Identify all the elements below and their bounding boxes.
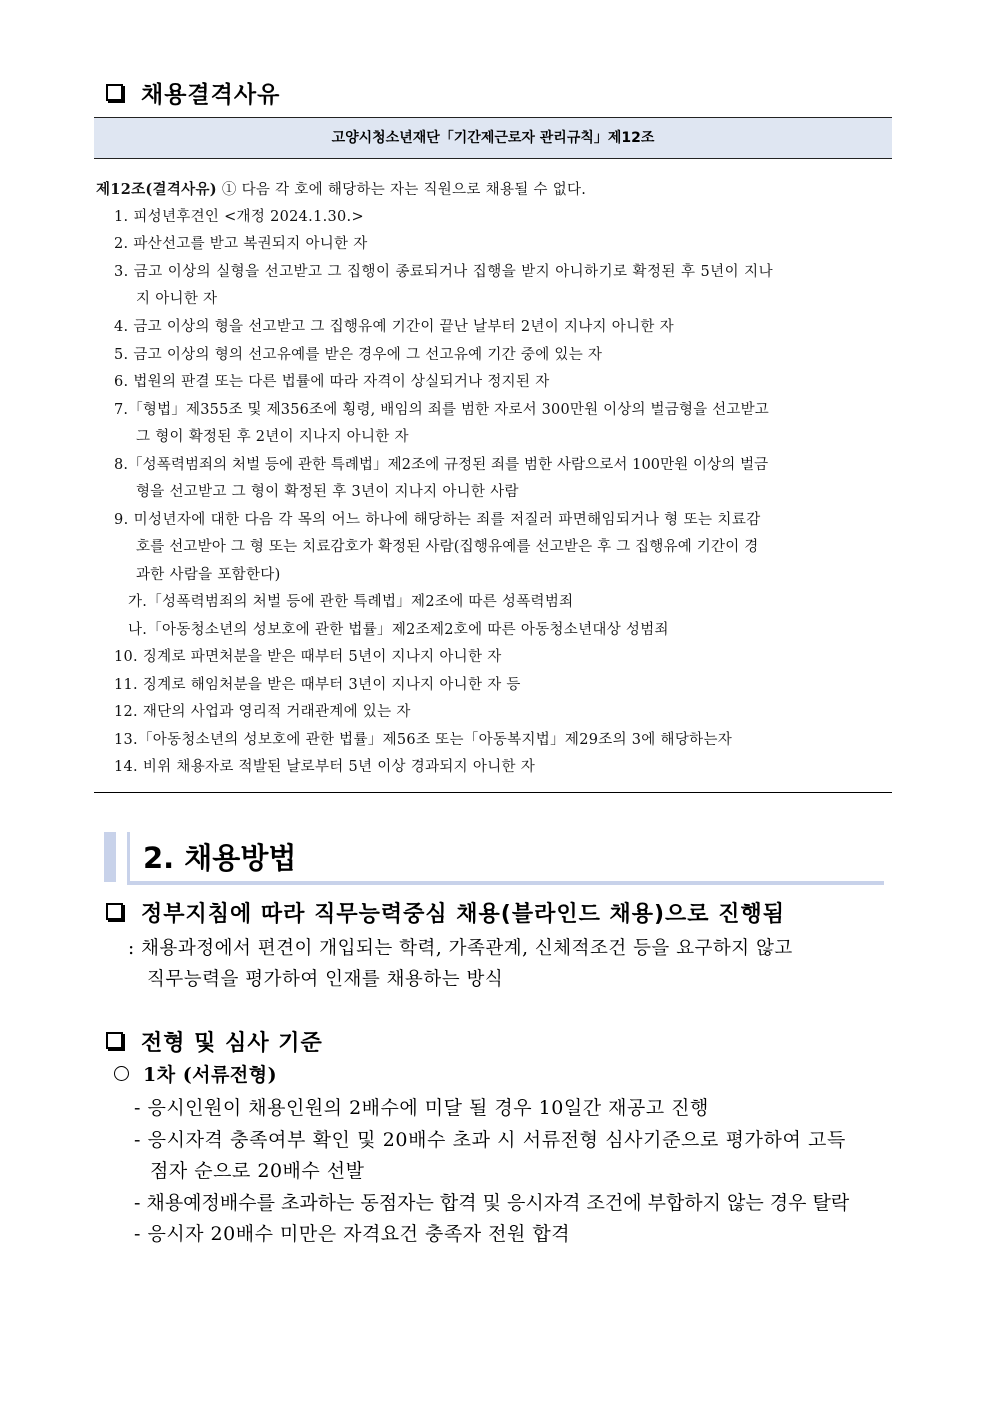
list-item: 1. 피성년후견인 <개정 2024.1.30.>: [114, 209, 364, 225]
list-item-continued: 형을 선고받고 그 형이 확정된 후 3년이 지나지 아니한 사람: [136, 484, 519, 500]
article-header: 제12조(결격사유) ① 다음 각 호에 해당하는 자는 직원으로 채용될 수 없다.: [96, 181, 587, 198]
list-item: 7.「형법」제355조 및 제356조에 횡령, 배임의 죄를 범한 자로서 300만원 이상의 벌금형을 선고받고: [114, 402, 769, 418]
circle-bullet-icon: [114, 1066, 129, 1081]
list-item: 10. 징계로 파면처분을 받은 때부터 5년이 지나지 아니한 자: [114, 649, 502, 665]
criteria-item: - 응시인원이 채용인원의 2배수에 미달 될 경우 10일간 재공고 진행: [134, 1097, 709, 1119]
square-bullet-icon: [106, 1032, 123, 1049]
criteria-item: - 응시자격 충족여부 확인 및 20배수 초과 시 서류전형 심사기준으로 평가하여 고득: [134, 1129, 846, 1151]
section-title-divider: [127, 832, 130, 885]
list-item: 13.「아동청소년의 성보호에 관한 법률」제56조 또는「아동복지법」제29조의 3에 해당하는자: [114, 732, 733, 748]
list-item: 11. 징계로 해임처분을 받은 때부터 3년이 지나지 아니한 자 등: [114, 677, 521, 693]
law-title: 고양시청소년재단「기간제근로자 관리규칙」제12조: [331, 130, 655, 146]
list-item: 3. 금고 이상의 실형을 선고받고 그 집행이 종료되거나 집행을 받지 아니하기로 확정된 후 5년이 지나: [114, 264, 774, 280]
blind-hiring-desc: : 채용과정에서 편견이 개입되는 학력, 가족관계, 신체적조건 등을 요구하지 않고: [128, 938, 793, 959]
criteria-item: - 응시자 20배수 미만은 자격요건 충족자 전원 합격: [134, 1223, 571, 1245]
law-article-body: [94, 160, 892, 793]
criteria-heading: 전형 및 심사 기준: [106, 1026, 323, 1057]
list-item-continued: 호를 선고받아 그 형 또는 치료감호가 확정된 사람(집행유예를 선고받은 후 그 집행유예 기간이 경: [136, 539, 759, 555]
list-item: 12. 재단의 사업과 영리적 거래관계에 있는 자: [114, 704, 411, 720]
blind-hiring-desc-continued: 직무능력을 평가하여 인재를 채용하는 방식: [147, 969, 504, 990]
list-item: 5. 금고 이상의 형의 선고유예를 받은 경우에 그 선고유예 기간 중에 있는 자: [114, 347, 603, 363]
list-item: 8.「성폭력범죄의 처벌 등에 관한 특례법」제2조에 규정된 죄를 범한 사람으로서 100만원 이상의 벌금: [114, 457, 769, 473]
list-item: 6. 법원의 판결 또는 다른 법률에 따라 자격이 상실되거나 정지된 자: [114, 374, 550, 390]
list-item: 4. 금고 이상의 형을 선고받고 그 집행유예 기간이 끝난 날부터 2년이 지나지 아니한 자: [114, 319, 674, 335]
criteria-item: - 채용예정배수를 초과하는 동점자는 합격 및 응시자격 조건에 부합하지 않는 경우 탈락: [134, 1192, 850, 1214]
sub-item: 가.「성폭력범죄의 처벌 등에 관한 특례법」제2조에 따른 성폭력범죄: [128, 594, 574, 610]
list-item: 9. 미성년자에 대한 다음 각 목의 어느 하나에 해당하는 죄를 저질러 파면해임되거나 형 또는 치료감: [114, 512, 761, 528]
list-item-continued: 그 형이 확정된 후 2년이 지나지 아니한 자: [136, 429, 409, 445]
square-bullet-icon: [106, 903, 123, 920]
disqualification-heading: 채용결격사유: [106, 76, 280, 109]
section-title: 2. 채용방법: [143, 841, 297, 875]
section-title-accent: [104, 832, 116, 882]
list-item: 2. 파산선고를 받고 복권되지 아니한 자: [114, 236, 368, 252]
section-title-underline: [127, 881, 884, 885]
blind-hiring-heading: 정부지침에 따라 직무능력중심 채용(블라인드 채용)으로 진행됨: [106, 897, 785, 928]
sub-item: 나.「아동청소년의 성보호에 관한 법률」제2조제2호에 따른 아동청소년대상 성범죄: [128, 622, 669, 638]
square-bullet-icon: [106, 84, 123, 101]
law-title-band: [94, 117, 892, 159]
list-item-continued: 지 아니한 자: [136, 291, 218, 307]
criteria-item-continued: 점자 순으로 20배수 선발: [150, 1160, 365, 1182]
stage1-heading: 1차 (서류전형): [114, 1060, 277, 1087]
list-item-continued: 과한 사람을 포함한다): [136, 567, 281, 583]
list-item: 14. 비위 채용자로 적발된 날로부터 5년 이상 경과되지 아니한 자: [114, 759, 536, 775]
